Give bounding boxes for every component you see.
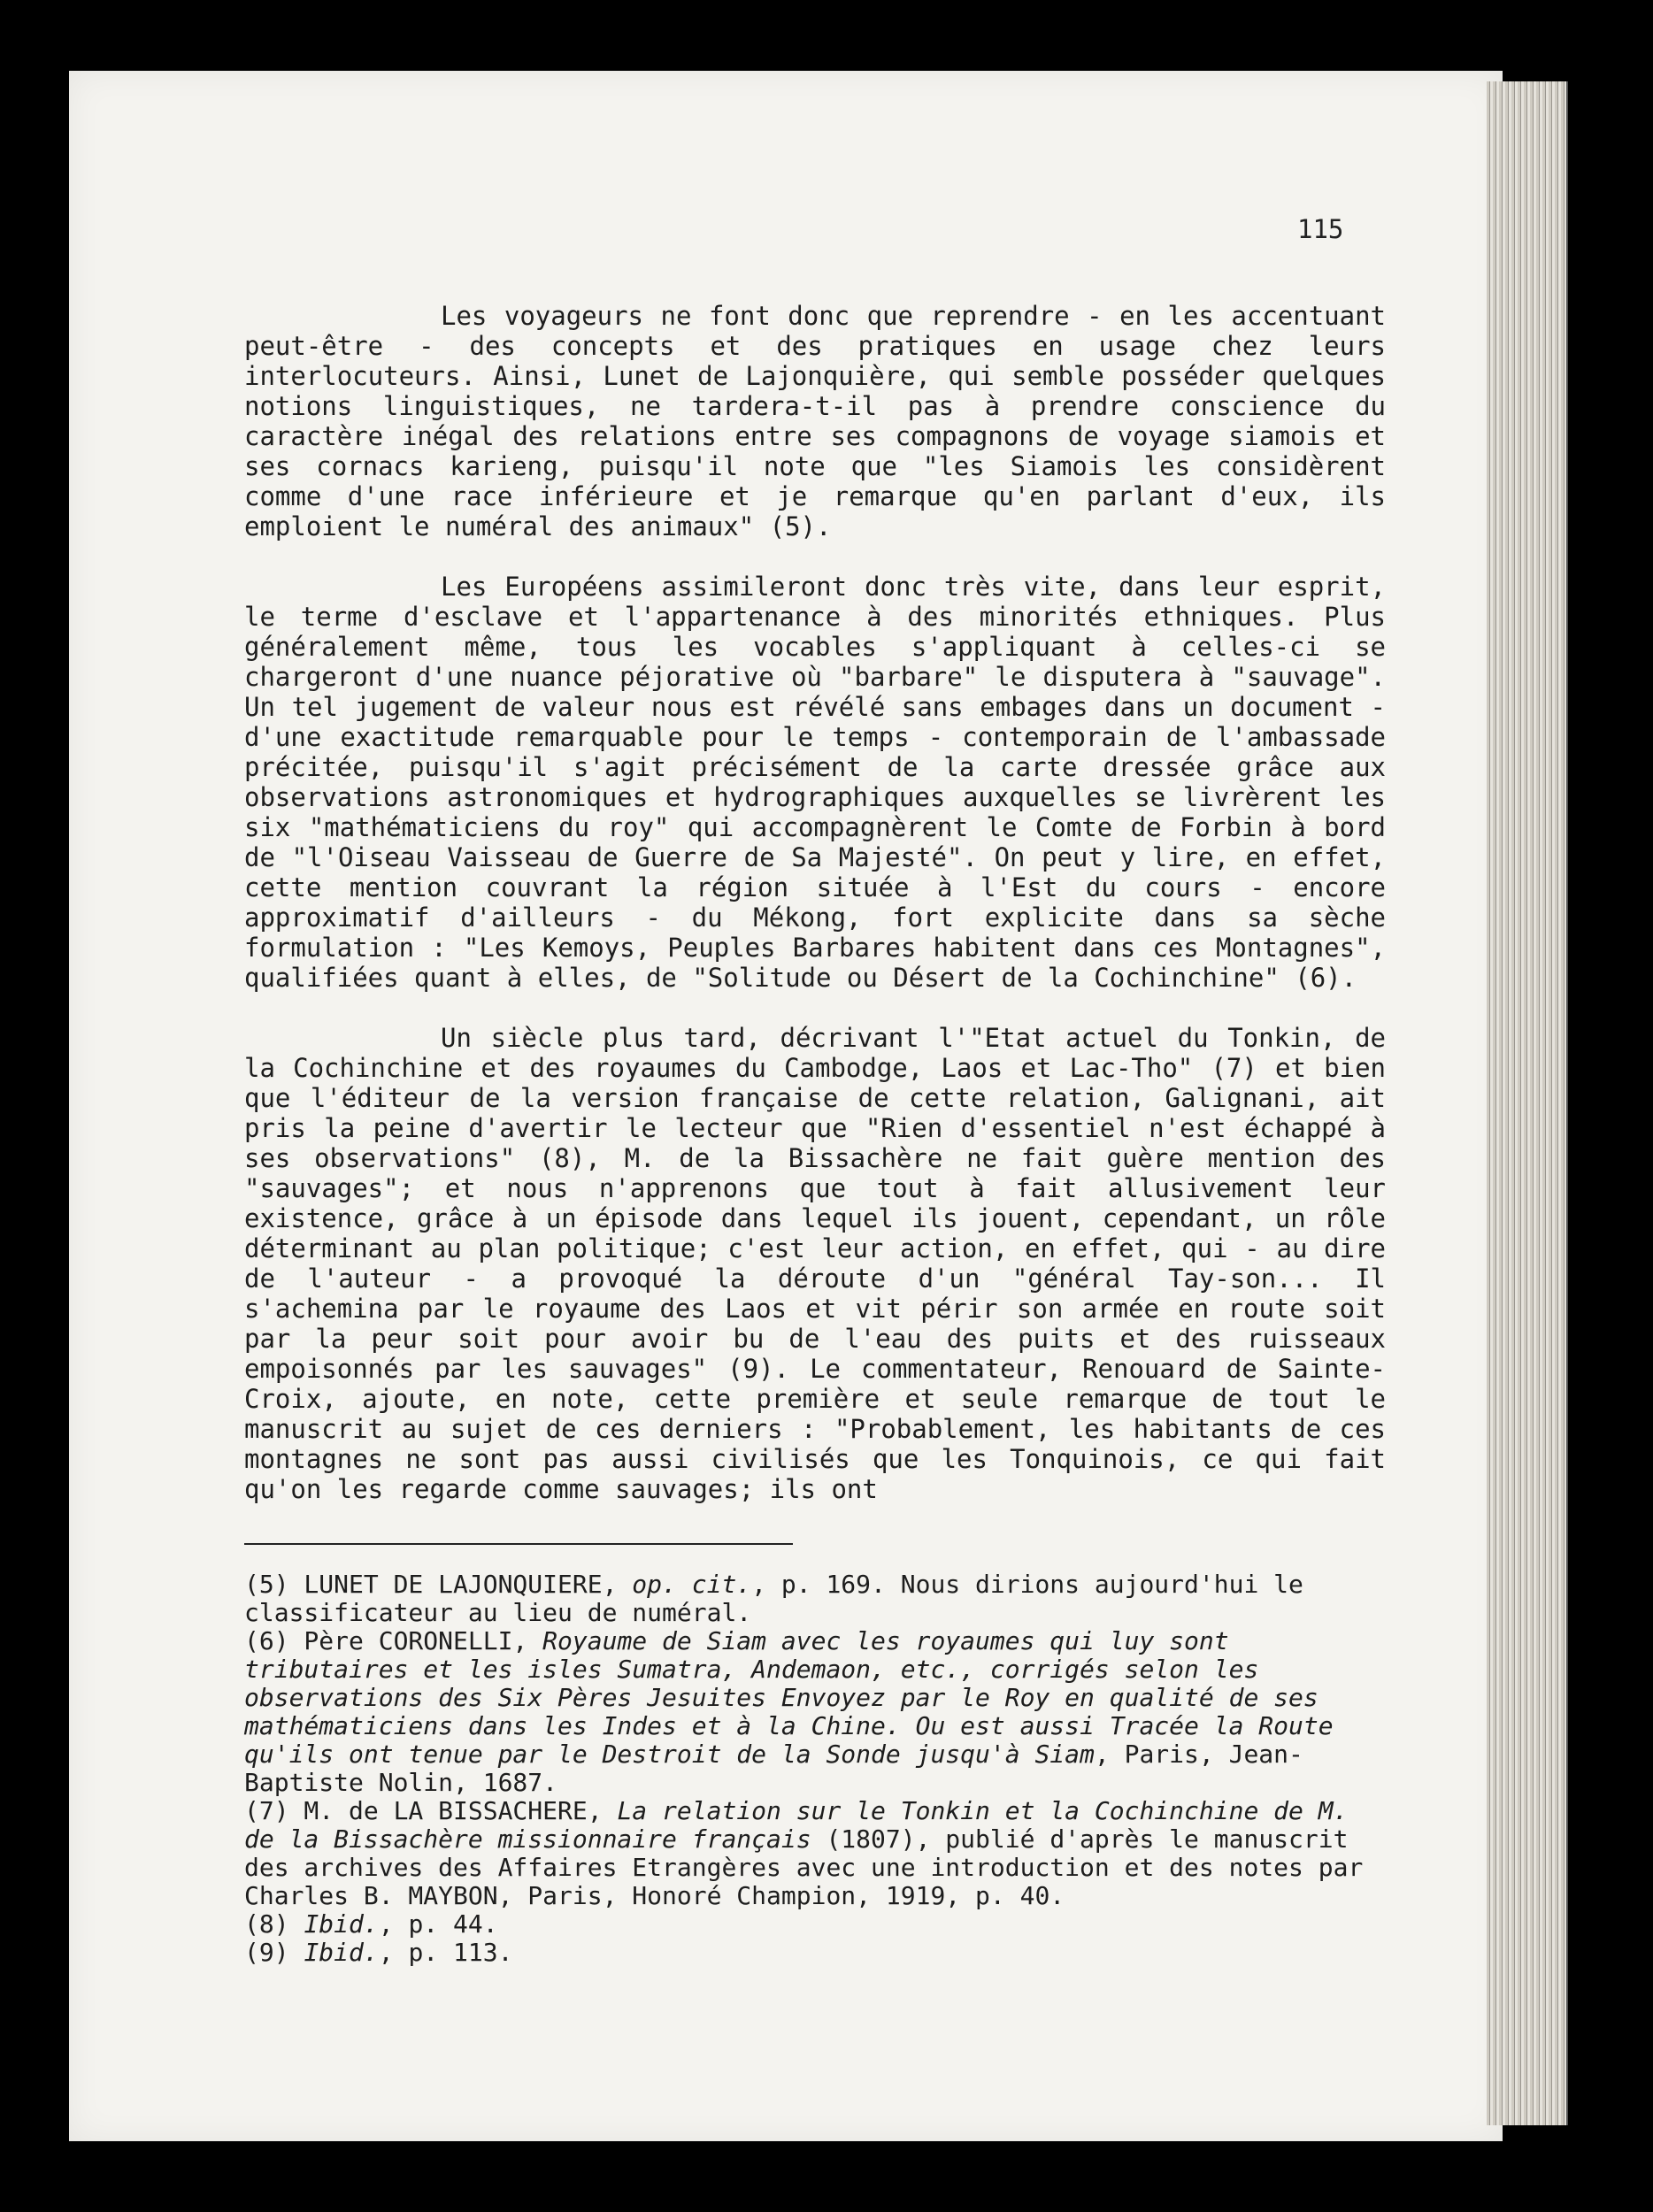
footnote-8: (8) Ibid., p. 44. — [244, 1909, 498, 1939]
footnotes — [244, 1571, 1386, 1967]
body-text — [244, 301, 1386, 1534]
footnote-divider — [244, 1543, 793, 1545]
footnote-6: (6) Père CORONELLI, Royaume de Siam avec les royaumes qui luy sont tributaires et les isles Sumatra, Andemaon, etc., corrigés selon les observations des Six Pères Jesuites Envoyez par le Roy en qualité de ses mathématiciens dans les Indes et à la Chine. Ou est aussi Tracée la Route qu'ils ont tenue par le Destroit de la Sonde jusqu'à Siam, Paris, Jean-Baptiste Nolin, 1687. — [244, 1626, 1334, 1797]
page-number: 115 — [1297, 214, 1344, 244]
paragraph-2: Les Européens assimileront donc très vite, dans leur esprit, le terme d'esclave et l'appartenance à des minorités ethniques. Plus généralement même, tous les vocables s'appliquant à celles-ci se chargeront d'une nuance péjorative où "barbare" le disputera à "sauvage". Un tel jugement de valeur nous est révélé sans embages dans un document - d'une exactitude remarquable pour le temps - contemporain de l'ambassade précitée, puisqu'il s'agit précisément de la carte dressée grâce aux observations astronomiques et hydrographiques auxquelles se livrèrent les six "mathématiciens du roy" qui accompagnèrent le Comte de Forbin à bord de "l'Oiseau Vaisseau de Guerre de Sa Majesté". On peut y lire, en effet, cette mention couvrant la région située à l'Est du cours - encore approximatif d'ailleurs - du Mékong, fort explicite dans sa sèche formulation : "Les Kemoys, Peuples Barbares habitent dans ces Montagnes", qualifiées quant à elles, de "Solitude ou Désert de la Cochinchine" (6). — [244, 572, 1386, 993]
footnote-5: (5) LUNET DE LAJONQUIERE, op. cit., p. 169. Nous dirions aujourd'hui le classificateur au lieu de numéral. — [244, 1570, 1303, 1627]
footnote-9: (9) Ibid., p. 113. — [244, 1938, 513, 1967]
page-edges — [1487, 81, 1568, 2125]
footnote-7: (7) M. de LA BISSACHERE, La relation sur le Tonkin et la Cochinchine de M. de la Bissachère missionnaire français (1807), publié d'après le manuscrit des archives des Affaires Etrangères avec une introduction et des notes par Charles B. MAYBON, Paris, Honoré Champion, 1919, p. 40. — [244, 1796, 1364, 1910]
paragraph-1: Les voyageurs ne font donc que reprendre - en les accentuant peut-être - des concepts et des pratiques en usage chez leurs interlocuteurs. Ainsi, Lunet de Lajonquière, qui semble posséder quelques notions linguistiques, ne tardera-t-il pas à prendre conscience du caractère inégal des relations entre ses compagnons de voyage siamois et ses cornacs karieng, puisqu'il note que "les Siamois les considèrent comme d'une race inférieure et je remarque qu'en parlant d'eux, ils emploient le numéral des animaux" (5). — [244, 301, 1386, 541]
paragraph-3: Un siècle plus tard, décrivant l'"Etat actuel du Tonkin, de la Cochinchine et des royaumes du Cambodge, Laos et Lac-Tho" (7) et bien que l'éditeur de la version française de cette relation, Galignani, ait pris la peine d'avertir le lecteur que "Rien d'essentiel n'est échappé à ses observations" (8), M. de la Bissachère ne fait guère mention des "sauvages"; et nous n'apprenons que tout à fait allusivement leur existence, grâce à un épisode dans lequel ils jouent, cependant, un rôle déterminant au plan politique; c'est leur action, en effet, qui - au dire de l'auteur - a provoqué la déroute d'un "général Tay-son... Il s'achemina par le royaume des Laos et vit périr son armée en route soit par la peur soit pour avoir bu de l'eau des puits et des ruisseaux empoisonnés par les sauvages" (9). Le commentateur, Renouard de Sainte-Croix, ajoute, en note, cette première et seule remarque de tout le manuscrit au sujet de ces derniers : "Probablement, les habitants de ces montagnes ne sont pas aussi civilisés que les Tonquinois, ce qui fait qu'on les regarde comme sauvages; ils ont — [244, 1023, 1386, 1504]
